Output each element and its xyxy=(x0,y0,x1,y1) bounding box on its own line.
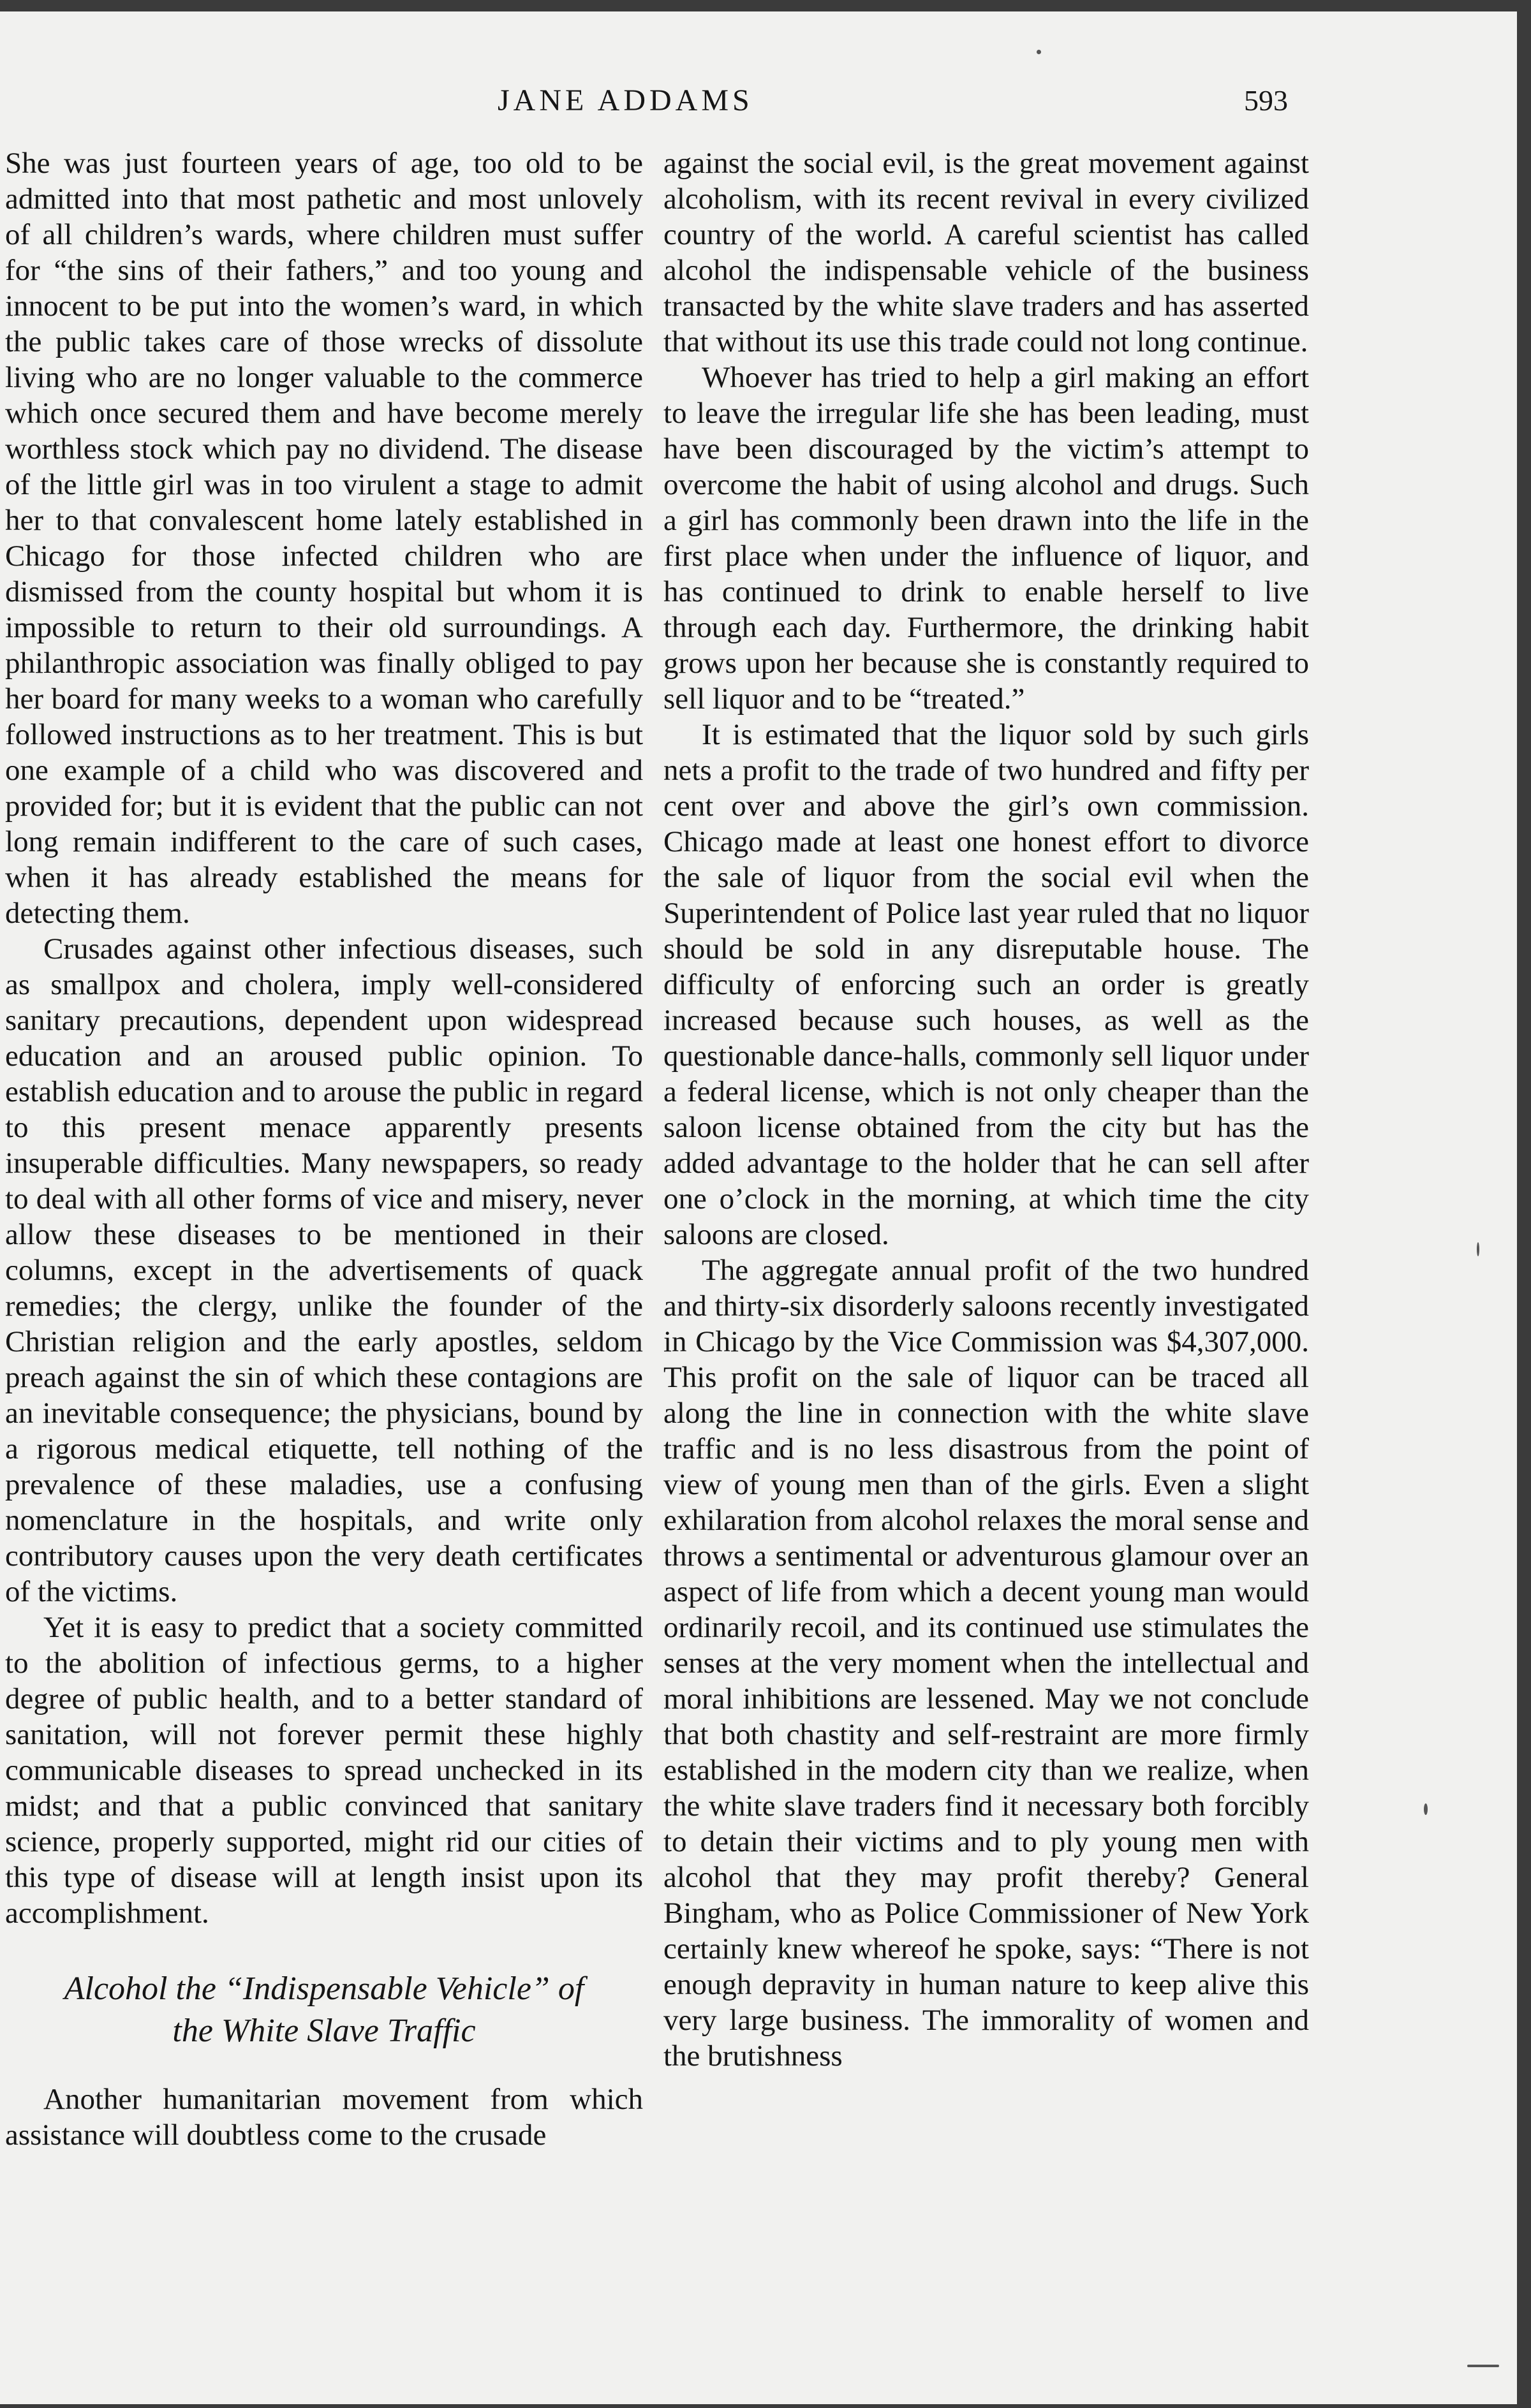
page-header xyxy=(0,75,1517,126)
right-column xyxy=(663,145,1309,2074)
paragraph: She was just fourteen years of age, too old to be admitted into that most pathetic and most unlovely of all children’s wards, where children must suffer for “the sins of their fathers,” and too young and innocent to be put into the women’s ward, in which the public takes care of those wrecks of dissolute living who are no longer valuable to the commerce which once secured them and have become merely worthless stock which pay no dividend. The disease of the little girl was in too virulent a stage to admit her to that convalescent home lately established in Chicago for those infected children who are dismissed from the county hospital but whom it is impossible to return to their old surroundings. A philanthropic association was finally obliged to pay her board for many weeks to a woman who carefully followed instructions as to her treatment. This is but one example of a child who was discovered and provided for; but it is evident that the public can not long remain indifferent to the care of such cases, when it has already established the means for detecting them. xyxy=(5,147,643,930)
paragraph: Another humanitarian movement from which assistance will doubtless come to the crusade xyxy=(5,2083,643,2152)
paragraph: against the social evil, is the great movement against alcoholism, with its recent revival in every civilized country of the world. A careful scientist has called alcohol the indispensable vehicle of the business transacted by the white slave traders and has asserted that without its use this trade could not long continue. xyxy=(663,147,1309,358)
paragraph: The aggregate annual profit of the two hundred and thirty-six disorderly saloons recently investigated in Chicago by the Vice Commission was $4,307,000. This profit on the sale of liquor can be traced all along the line in connection with the white slave traffic and is no less disastrous from the point of view of young men than of the girls. Even a slight exhilaration from alcohol relaxes the moral sense and throws a sentimental or adventurous glamour over an aspect of life from which a decent young man would ordinarily recoil, and its continued use stimulates the senses at the very moment when the intellectual and moral inhibitions are lessened. May we not conclude that both chastity and self-restraint are more firmly established in the modern city than we realize, when the white slave traders find it necessary both forcibly to detain their victims and to ply young men with alcohol that they may profit thereby? General Bingham, who as Police Commissioner of New York certainly knew whereof he spoke, says: “There is not enough depravity in human nature to keep alive this very large business. The immorality of women and the brutishness xyxy=(663,1254,1309,2073)
left-column xyxy=(5,145,643,2153)
scan-speck xyxy=(1477,1242,1479,1256)
section-heading-line: the White Slave Traffic xyxy=(172,2013,476,2049)
section-heading xyxy=(5,1968,643,2052)
scan-speck xyxy=(1424,1803,1428,1815)
paragraph: Yet it is easy to predict that a society committed to the abolition of infectious germs, to a higher degree of public health, and to a better standard of sanitation, will not forever permit these highly communicable diseases to spread unchecked in its midst; and that a public convinced that sanitary science, properly supported, might rid our cities of this type of disease will at length insist upon its accomplishment. xyxy=(5,1611,643,1930)
scanned-page xyxy=(0,11,1517,2404)
running-head: JANE ADDAMS xyxy=(498,84,753,117)
paragraph: It is estimated that the liquor sold by such girls nets a profit to the trade of two hundred and fifty per cent over and above the girl’s own commission. Chicago made at least one honest effort to divorce the sale of liquor from the social evil when the Superintendent of Police last year ruled that no liquor should be sold in any disreputable house. The difficulty of enforcing such an order is greatly increased because such houses, as well as the questionable dance-halls, commonly sell liquor under a federal license, which is not only cheaper than the saloon license obtained from the city but has the added advantage to the holder that he can sell after one o’clock in the morning, at which time the city saloons are closed. xyxy=(663,718,1309,1251)
page-number: 593 xyxy=(1244,84,1288,117)
scan-speck xyxy=(1037,50,1041,54)
section-heading-line: Alcohol the “Indispensable Vehicle” of xyxy=(64,1971,584,2007)
paragraph: Crusades against other infectious diseases, such as smallpox and cholera, imply well-considered sanitary precautions, dependent upon widespread education and an aroused public opinion. To establish education and to arouse the public in regard to this present menace apparently presents insuperable difficulties. Many newspapers, so ready to deal with all other forms of vice and misery, never allow these diseases to be mentioned in their columns, except in the advertisements of quack remedies; the clergy, unlike the founder of the Christian religion and the early apostles, seldom preach against the sin of which these contagions are an inevitable consequence; the physicians, bound by a rigorous medical etiquette, tell nothing of the prevalence of these maladies, use a confusing nomenclature in the hospitals, and write only contributory causes upon the very death certificates of the victims. xyxy=(5,932,643,1608)
paragraph: Whoever has tried to help a girl making an effort to leave the irregular life she has been leading, must have been discouraged by the victim’s attempt to overcome the habit of using alcohol and drugs. Such a girl has commonly been drawn into the life in the first place when under the influence of liquor, and has continued to drink to enable herself to live through each day. Furthermore, the drinking habit grows upon her because she is constantly required to sell liquor and to be “treated.” xyxy=(663,361,1309,716)
scan-speck xyxy=(1467,2365,1499,2367)
